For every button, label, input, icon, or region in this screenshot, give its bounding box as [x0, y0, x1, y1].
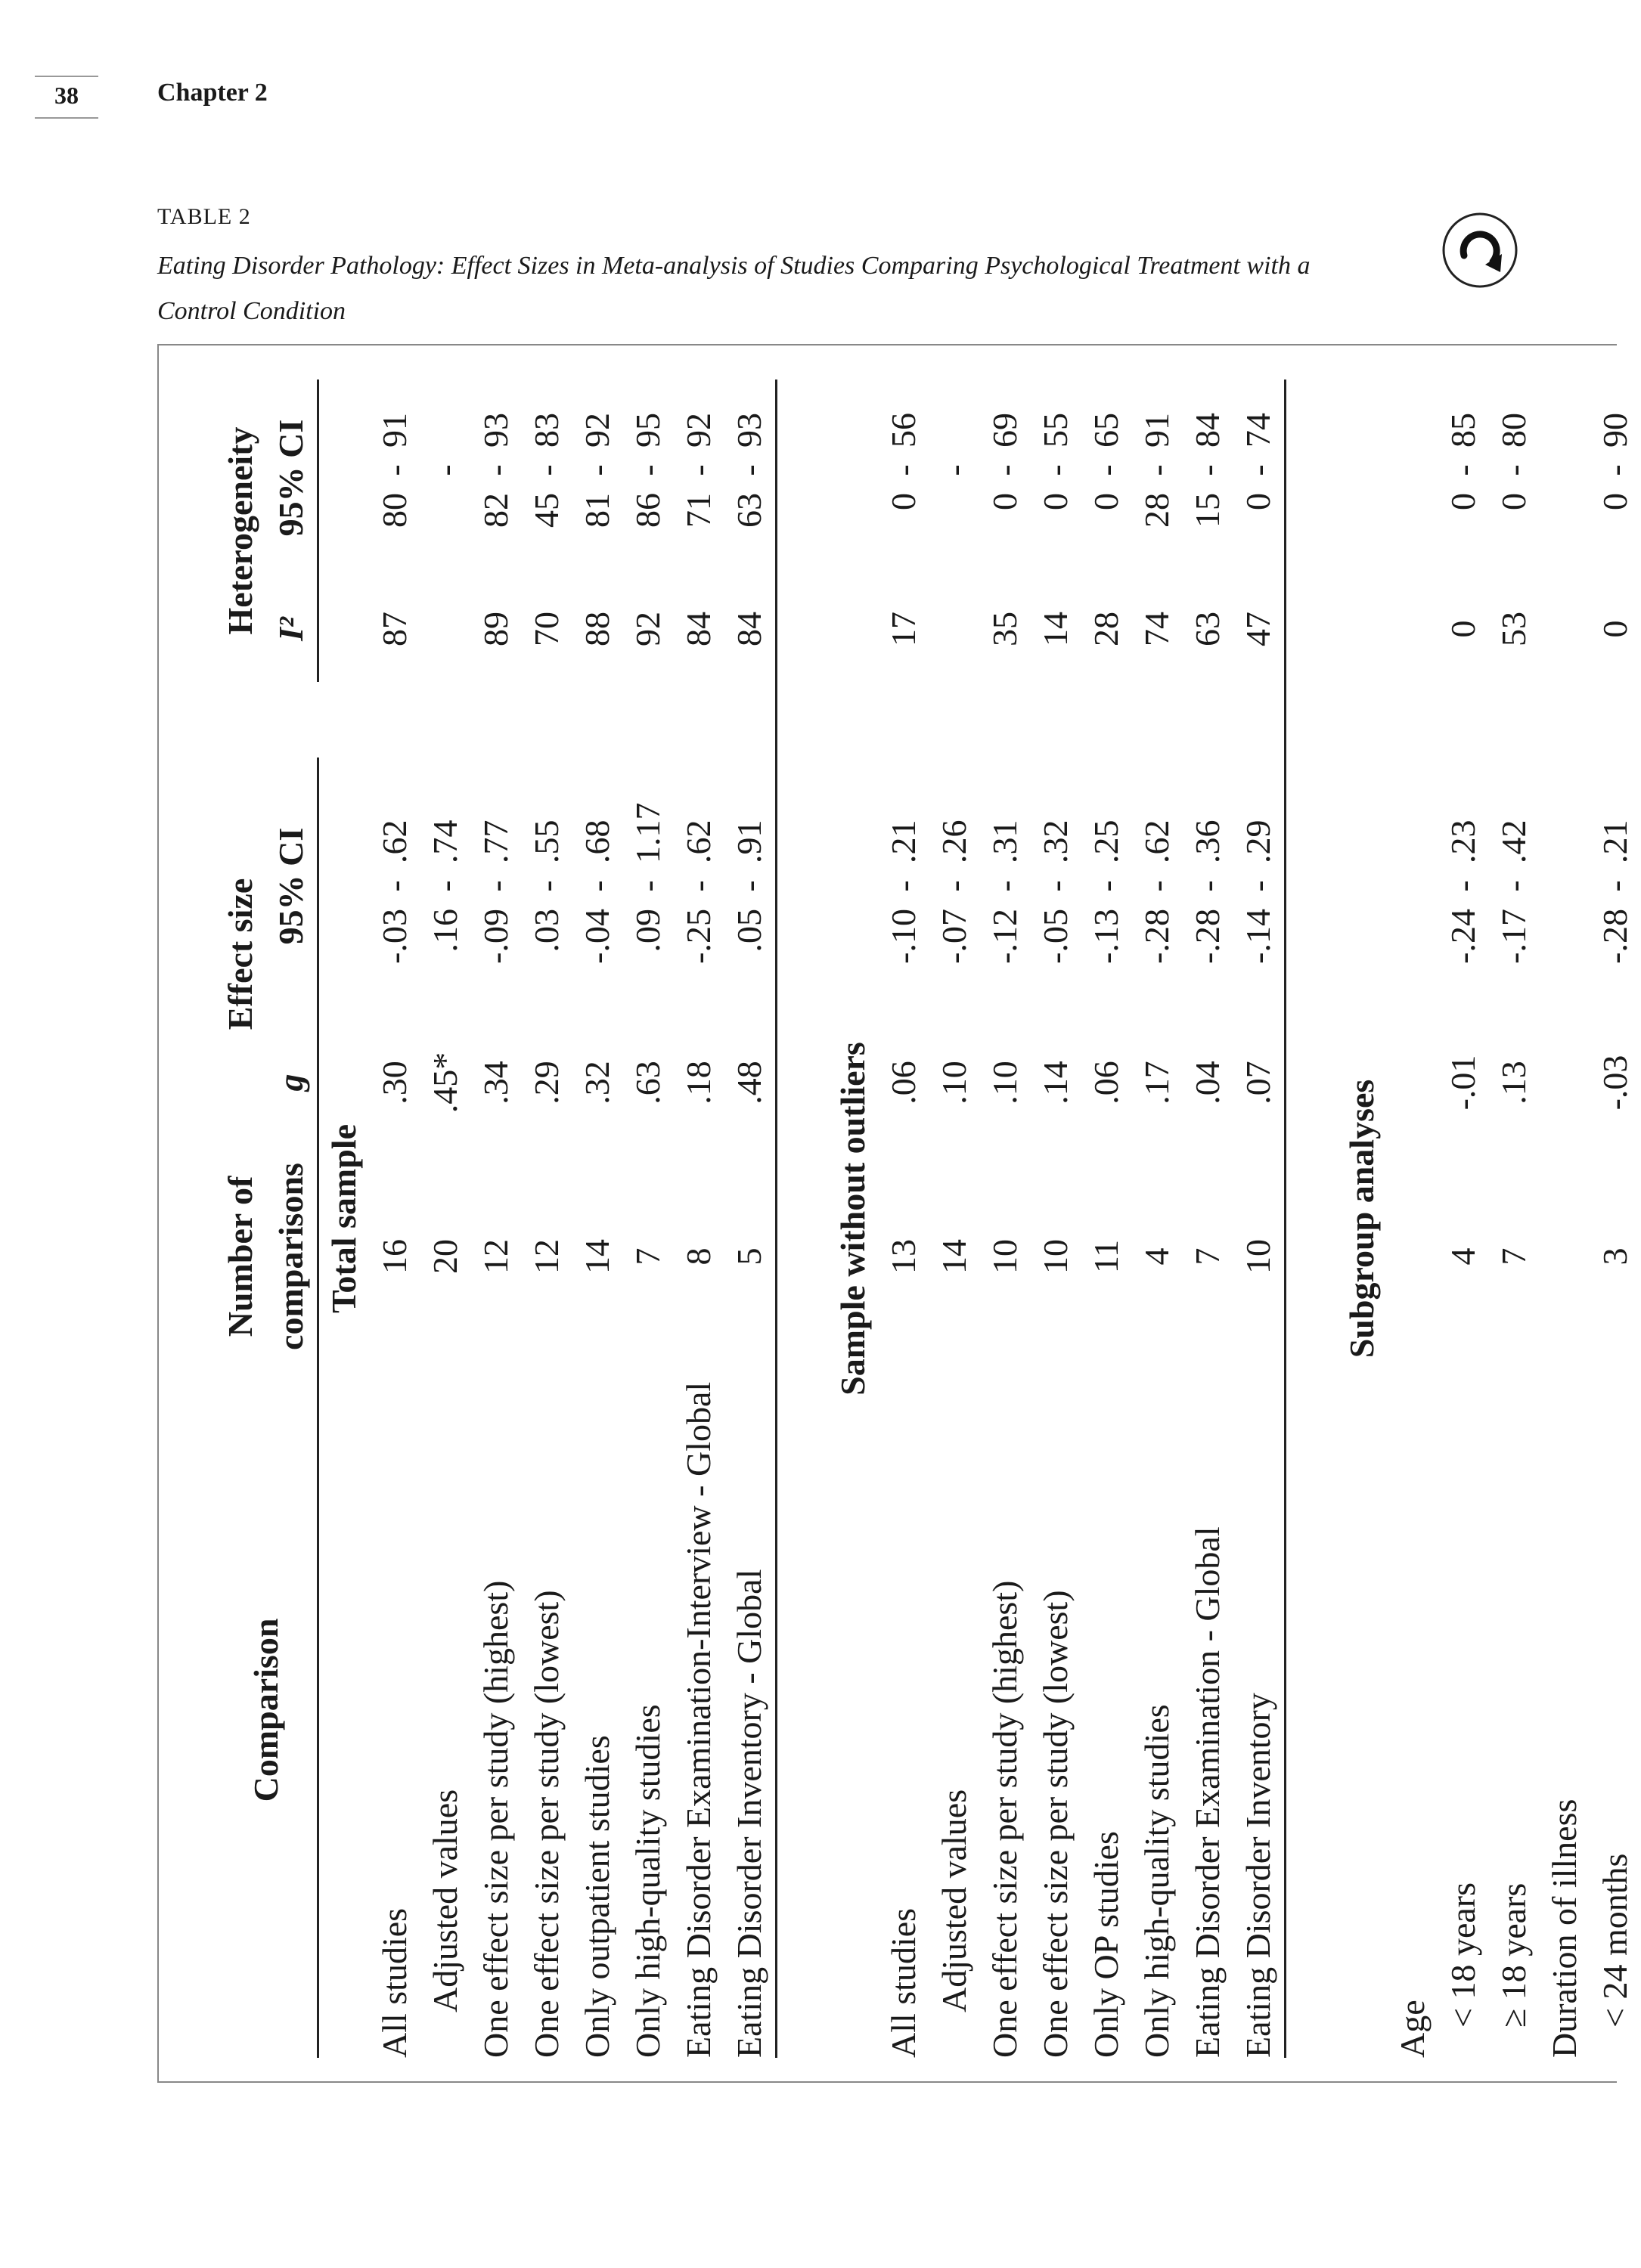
row-het-low: 82 [476, 493, 516, 528]
table-row [980, 380, 1031, 2058]
row-ci-low: -.05 [1036, 909, 1075, 964]
group-row [1388, 380, 1438, 2058]
row-g: .32 [578, 1061, 617, 1105]
row-label: Only high-quality studies [1137, 1704, 1177, 2058]
row-het-high: 84 [1188, 413, 1227, 448]
header-i2: I² [266, 576, 318, 682]
row-ci-high: .29 [1233, 758, 1286, 863]
row-het-dash: - [578, 464, 617, 476]
row-ci-dash: - [1188, 880, 1227, 892]
row-ci-low: -.09 [476, 909, 516, 964]
row-n: 14 [578, 1239, 617, 1274]
section-row [318, 380, 371, 2058]
row-ci-low: -.28 [1137, 909, 1177, 964]
row-ci-high: .25 [1087, 820, 1126, 863]
row-het-dash: - [884, 464, 923, 476]
row-label: ≥ 18 years [1494, 1882, 1534, 2028]
row-het-high: 91 [1137, 413, 1177, 448]
table-row [1081, 380, 1132, 2058]
row-g: -.01 [1444, 1055, 1483, 1111]
row-het-low: 63 [724, 493, 777, 576]
header-comparison: Comparison [216, 1362, 318, 2058]
row-het-low: 71 [679, 493, 718, 528]
row-n: 8 [679, 1247, 718, 1266]
row-i2: 92 [628, 612, 668, 646]
row-ci-dash: - [1444, 880, 1483, 892]
row-het-dash: - [1494, 464, 1534, 476]
row-i2 [929, 576, 980, 682]
effect-size-table [216, 380, 1641, 2058]
row-g: .06 [884, 1061, 923, 1105]
row-i2: 35 [985, 612, 1025, 646]
row-ci-low: -.14 [1233, 909, 1286, 1015]
row-ci-high: .62 [375, 820, 414, 863]
row-label: Eating Disorder Examination-Interview - Global [679, 1381, 718, 2058]
row-i2 [420, 576, 471, 682]
row-ci-low: -.24 [1444, 909, 1483, 964]
row-label: Adjusted values [426, 1789, 465, 2012]
row-ci-low: -.12 [985, 909, 1025, 964]
row-het-low [929, 493, 980, 576]
row-het-low: 45 [527, 493, 566, 528]
row-het-high: 85 [1444, 413, 1483, 448]
table-row [522, 380, 572, 2058]
row-ci-high: .62 [679, 820, 718, 863]
row-het-low: 81 [578, 493, 617, 528]
section-row [1337, 380, 1388, 2058]
row-label: Only OP studies [1087, 1831, 1126, 2058]
row-i2: 63 [1188, 612, 1227, 646]
group-row [1540, 380, 1590, 2058]
row-g: .34 [476, 1061, 516, 1105]
row-n: 20 [426, 1239, 465, 1274]
row-g: -.03 [1596, 1055, 1635, 1111]
row-het-dash: - [1137, 464, 1177, 476]
row-het-high: 93 [724, 380, 777, 448]
row-label: Only high-quality studies [628, 1704, 668, 2058]
row-het-low: 86 [628, 493, 668, 528]
row-ci-dash: - [724, 863, 777, 909]
row-ci-dash: - [679, 880, 718, 892]
row-gap [522, 682, 572, 758]
row-ci-low: -.10 [884, 909, 923, 964]
row-g: .63 [628, 1061, 668, 1105]
row-ci-low: -.04 [578, 909, 617, 964]
row-n: 12 [527, 1239, 566, 1274]
row-label: Adjusted values [935, 1789, 974, 2012]
row-ci-low: .05 [724, 909, 777, 1015]
row-i2: 14 [1036, 612, 1075, 646]
row-het-dash: - [1036, 464, 1075, 476]
row-label: Eating Disorder Examination - Global [1188, 1526, 1227, 2058]
row-het-high: 55 [1036, 413, 1075, 448]
row-label: All studies [375, 1907, 414, 2058]
row-het-low: 80 [375, 493, 414, 528]
row-gap [879, 682, 929, 758]
row-het-high: 90 [1596, 413, 1635, 448]
row-label: One effect size per study (highest) [985, 1580, 1025, 2058]
row-label: One effect size per study (lowest) [527, 1590, 566, 2058]
row-i2: 28 [1087, 612, 1126, 646]
row-ci-low: .16 [426, 909, 465, 953]
row-gap [1183, 682, 1233, 758]
row-het-high: 56 [884, 413, 923, 448]
row-ci-low: .03 [527, 909, 566, 953]
row-gap [724, 682, 777, 758]
row-gap [471, 682, 522, 758]
row-ci-high: 1.17 [628, 802, 668, 863]
header-het-ci: 95% CI [266, 380, 318, 576]
row-n: 4 [1444, 1247, 1483, 1266]
row-ci-dash: - [1087, 880, 1126, 892]
table-body [318, 380, 1641, 2058]
row-i2: 70 [527, 612, 566, 646]
table-row [674, 380, 724, 2058]
row-ci-high: .91 [724, 758, 777, 863]
table-row [572, 380, 623, 2058]
row-het-high: 74 [1233, 380, 1286, 448]
row-het-dash: - [527, 464, 566, 476]
group-label: Duration of illness [1545, 1799, 1584, 2058]
row-ci-high: .36 [1188, 820, 1227, 863]
row-het-dash: - [1596, 464, 1635, 476]
row-ci-high: .77 [476, 820, 516, 863]
row-ci-dash: - [1137, 880, 1177, 892]
row-ci-dash: - [527, 880, 566, 892]
row-i2: 0 [1596, 620, 1635, 638]
row-ci-dash: - [1233, 863, 1286, 909]
row-ci-low: -.17 [1494, 909, 1534, 964]
row-ci-dash: - [375, 880, 414, 892]
row-i2: 0 [1444, 620, 1483, 638]
header-heterogeneity: Heterogeneity [221, 426, 260, 635]
row-label: Eating Disorder Inventory - Global [724, 1362, 777, 2058]
row-het-dash: - [1188, 464, 1227, 476]
row-ci-dash: - [1494, 880, 1534, 892]
row-het-high: 83 [527, 413, 566, 448]
row-het-dash: - [476, 464, 516, 476]
row-ci-dash: - [476, 880, 516, 892]
row-n: 16 [375, 1239, 414, 1274]
row-het-dash: - [679, 464, 718, 476]
row-i2: 53 [1494, 612, 1534, 646]
header-g: g [266, 1015, 318, 1151]
row-ci-dash: - [935, 880, 974, 892]
row-g: .17 [1137, 1061, 1177, 1105]
rotated-table [159, 345, 1635, 2084]
row-ci-high: .26 [935, 820, 974, 863]
row-ci-low: -.13 [1087, 909, 1126, 964]
row-het-dash: - [628, 464, 668, 476]
row-label: One effect size per study (lowest) [1036, 1590, 1075, 2058]
row-n: 4 [1137, 1247, 1177, 1266]
row-n: 10 [985, 1239, 1025, 1274]
table-row [1438, 380, 1489, 2058]
table-row [1233, 380, 1286, 2058]
row-gap [1590, 682, 1641, 758]
row-label: One effect size per study (highest) [476, 1580, 516, 2058]
row-n: 5 [724, 1151, 777, 1362]
row-gap [1031, 682, 1081, 758]
row-het-high: 95 [628, 413, 668, 448]
row-het-high: 92 [578, 413, 617, 448]
row-ci-high: .74 [426, 820, 465, 863]
row-ci-high: .55 [527, 820, 566, 863]
row-n: 7 [1188, 1247, 1227, 1266]
row-het-low: 15 [1188, 493, 1227, 528]
section-title: Subgroup analyses [1342, 1079, 1382, 1359]
row-het-low: 0 [1233, 493, 1286, 576]
table-row [1590, 380, 1641, 2058]
row-gap [420, 682, 471, 758]
row-ci-dash: - [884, 880, 923, 892]
row-ci-high: .42 [1494, 820, 1534, 863]
header-comparisons: comparisons [266, 1151, 318, 1362]
row-n: 7 [1494, 1247, 1534, 1266]
row-het-dash: - [985, 464, 1025, 476]
table-label: TABLE 2 [157, 204, 251, 229]
table-frame [157, 344, 1635, 2083]
row-het-low: 0 [985, 493, 1025, 510]
row-i2: 89 [476, 612, 516, 646]
row-het-high [420, 380, 471, 448]
row-i2: 17 [884, 612, 923, 646]
row-het-high [929, 380, 980, 448]
row-het-dash: - [724, 448, 777, 493]
row-i2: 87 [375, 612, 414, 646]
row-g: .06 [1087, 1061, 1126, 1105]
row-n: 10 [1233, 1151, 1286, 1362]
table-caption: Eating Disorder Pathology: Effect Sizes in Meta-analysis of Studies Comparing Psychological Treatment with a Control Condition [157, 252, 1311, 325]
row-g: .45* [426, 1052, 465, 1114]
table-row [370, 380, 420, 2058]
row-ci-dash: - [628, 880, 668, 892]
table-row [471, 380, 522, 2058]
header-ci: 95% CI [266, 758, 318, 1015]
row-ci-high: .62 [1137, 820, 1177, 863]
row-ci-high: .21 [884, 820, 923, 863]
row-het-high: 65 [1087, 413, 1126, 448]
row-g: .10 [935, 1061, 974, 1105]
row-ci-high: .32 [1036, 820, 1075, 863]
row-ci-low: -.07 [935, 909, 974, 964]
row-n: 11 [1087, 1239, 1126, 1274]
row-i2: 47 [1233, 576, 1286, 682]
row-label: All studies [884, 1907, 923, 2058]
header-effect-size: Effect size [221, 878, 260, 1030]
rotate-icon[interactable] [1441, 212, 1518, 289]
row-het-low: 28 [1137, 493, 1177, 528]
row-ci-low: -.28 [1596, 909, 1635, 964]
row-het-dash: - [375, 464, 414, 476]
table-row [1489, 380, 1540, 2058]
row-het-high: 69 [985, 413, 1025, 448]
row-het-high: 92 [679, 413, 718, 448]
row-ci-dash: - [1036, 880, 1075, 892]
row-het-dash: - [935, 464, 974, 476]
row-gap [1081, 682, 1132, 758]
row-ci-low: -.25 [679, 909, 718, 964]
row-i2: 74 [1137, 612, 1177, 646]
section-row [828, 380, 879, 2058]
row-het-low: 0 [1036, 493, 1075, 510]
row-g: .04 [1188, 1061, 1227, 1105]
row-g: .07 [1233, 1015, 1286, 1151]
chapter-title: Chapter 2 [157, 79, 268, 107]
row-ci-dash: - [985, 880, 1025, 892]
row-ci-low: .09 [628, 909, 668, 953]
table-row [929, 380, 980, 2058]
row-i2: 84 [679, 612, 718, 646]
row-ci-dash: - [578, 880, 617, 892]
row-ci-dash: - [1596, 880, 1635, 892]
row-ci-low: -.03 [375, 909, 414, 964]
row-gap [674, 682, 724, 758]
row-g: .14 [1036, 1061, 1075, 1105]
row-gap [1132, 682, 1183, 758]
row-label: Eating Disorder Inventory [1233, 1362, 1286, 2058]
group-label: Age [1393, 2000, 1432, 2058]
row-g: .29 [527, 1061, 566, 1105]
row-het-low: 0 [1596, 493, 1635, 510]
row-het-high: 80 [1494, 413, 1534, 448]
row-gap [929, 682, 980, 758]
row-ci-high: .23 [1444, 820, 1483, 863]
row-het-low [420, 493, 471, 576]
table-row [1031, 380, 1081, 2058]
row-ci-high: .68 [578, 820, 617, 863]
row-g: .18 [679, 1061, 718, 1105]
table-row [1132, 380, 1183, 2058]
section-title: Total sample [324, 1123, 364, 1314]
row-ci-high: .31 [985, 820, 1025, 863]
row-het-low: 0 [1444, 493, 1483, 510]
row-label: Only outpatient studies [578, 1735, 617, 2058]
row-gap [980, 682, 1031, 758]
row-gap [1489, 682, 1540, 758]
row-n: 10 [1036, 1239, 1075, 1274]
row-gap [1233, 682, 1286, 758]
row-het-dash: - [1444, 464, 1483, 476]
header-number-of: Number of [221, 1176, 260, 1337]
table-row [879, 380, 929, 2058]
row-gap [572, 682, 623, 758]
row-n: 7 [628, 1247, 668, 1266]
row-ci-low: -.28 [1188, 909, 1227, 964]
row-het-low: 0 [884, 493, 923, 510]
page-number: 38 [35, 76, 98, 119]
row-gap [370, 682, 420, 758]
row-i2: 88 [578, 612, 617, 646]
row-i2: 84 [724, 576, 777, 682]
row-label: < 18 years [1444, 1882, 1483, 2028]
row-g: .10 [985, 1061, 1025, 1105]
row-g: .13 [1494, 1061, 1534, 1105]
table-row [420, 380, 471, 2058]
row-ci-high: .21 [1596, 820, 1635, 863]
row-het-high: 91 [375, 413, 414, 448]
row-g: .48 [724, 1015, 777, 1151]
row-n: 14 [935, 1239, 974, 1274]
row-n: 3 [1596, 1247, 1635, 1266]
section-title: Sample without outliers [833, 1042, 873, 1396]
row-gap [623, 682, 674, 758]
row-het-high: 93 [476, 413, 516, 448]
row-n: 12 [476, 1239, 516, 1274]
row-g: .30 [375, 1061, 414, 1105]
row-label: < 24 months [1596, 1853, 1635, 2028]
table-row [1183, 380, 1233, 2058]
row-het-dash: - [1233, 448, 1286, 493]
row-het-low: 0 [1494, 493, 1534, 510]
table-row [724, 380, 777, 2058]
row-gap [1438, 682, 1489, 758]
table-row [623, 380, 674, 2058]
row-ci-dash: - [426, 880, 465, 892]
row-n: 13 [884, 1239, 923, 1274]
row-het-low: 0 [1087, 493, 1126, 510]
row-het-dash: - [426, 464, 465, 476]
row-het-dash: - [1087, 464, 1126, 476]
